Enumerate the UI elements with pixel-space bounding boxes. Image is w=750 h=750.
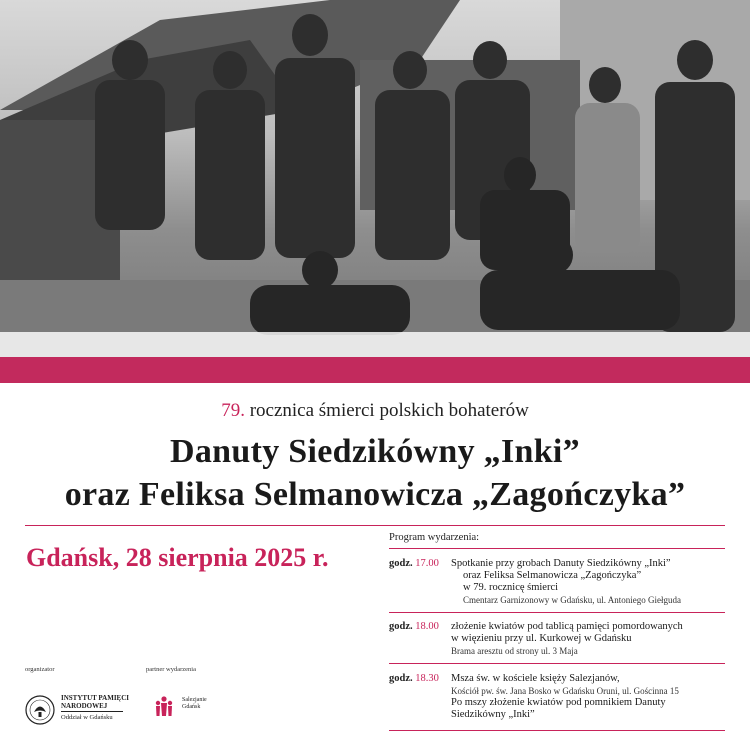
title-divider <box>25 525 725 526</box>
photo-white-band <box>0 332 750 357</box>
anniversary-text: rocznica śmierci polskich bohaterów <box>244 400 529 421</box>
anniversary-subtitle <box>0 400 750 422</box>
program-event-1 <box>389 558 725 612</box>
city-date: Gdańsk, 28 sierpnia 2025 r. <box>26 543 329 572</box>
event-place: Kościół pw. św. Jana Bosko w Gdańsku Oruni, ul. Gościnna 15 <box>451 686 679 696</box>
program-event-2 <box>389 621 725 661</box>
program-divider-2 <box>389 612 725 613</box>
program-divider-4 <box>389 730 725 731</box>
salesian-logo-icon <box>153 695 175 717</box>
program-divider-1 <box>389 548 725 549</box>
ipn-emblem-icon <box>25 695 55 725</box>
partner-label: partner wydarzenia <box>146 666 196 673</box>
title-line-1: Danuty Siedzikówny „Inki” <box>170 433 580 470</box>
event-description: Spotkanie przy grobach Danuty Siedzikówny „Inki” oraz Feliksa Selmanowicza „Zagończyka” w 79. rocznicę śmierci Cmentarz Garnizonowy w Gdańsku, ul. Antoniego Giełguda <box>451 558 731 606</box>
program-heading: Program wydarzenia: <box>389 532 480 543</box>
event-time: godz. 17.00 <box>389 558 439 569</box>
program-event-3 <box>389 673 725 729</box>
anniversary-number: 79. <box>221 400 245 421</box>
event-description: Msza św. w kościele księży Salezjanów, Kościół pw. św. Jana Bosko w Gdańsku Oruni, ul. Gościnna 15 Po mszy złożenie kwiatów pod pomnikiem Danuty Siedzikówny „Inki” <box>451 673 731 721</box>
program-divider-3 <box>389 663 725 664</box>
organizer-label: organizator <box>25 666 55 673</box>
event-description: złożenie kwiatów pod tablicą pamięci pomordowanych w więzieniu przy ul. Kurkowej w Gdańsku Brama aresztu od strony ul. 3 Maja <box>451 621 731 657</box>
event-place: Brama aresztu od strony ul. 3 Maja <box>451 646 578 656</box>
organizer-divider <box>61 711 123 712</box>
title-line-2: oraz Feliksa Selmanowicza „Zagończyka” <box>64 476 686 513</box>
event-time: godz. 18.30 <box>389 673 439 684</box>
event-time: godz. 18.00 <box>389 621 439 632</box>
organizer-branch: Oddział w Gdańsku <box>61 714 113 721</box>
photo-red-band <box>0 357 750 383</box>
organizer-name: INSTYTUT PAMIĘCI NARODOWEJ <box>61 694 130 710</box>
partner-name: Salezjanie Gdańsk <box>182 697 207 710</box>
event-place: Cmentarz Garnizonowy w Gdańsku, ul. Antoniego Giełguda <box>463 595 681 605</box>
